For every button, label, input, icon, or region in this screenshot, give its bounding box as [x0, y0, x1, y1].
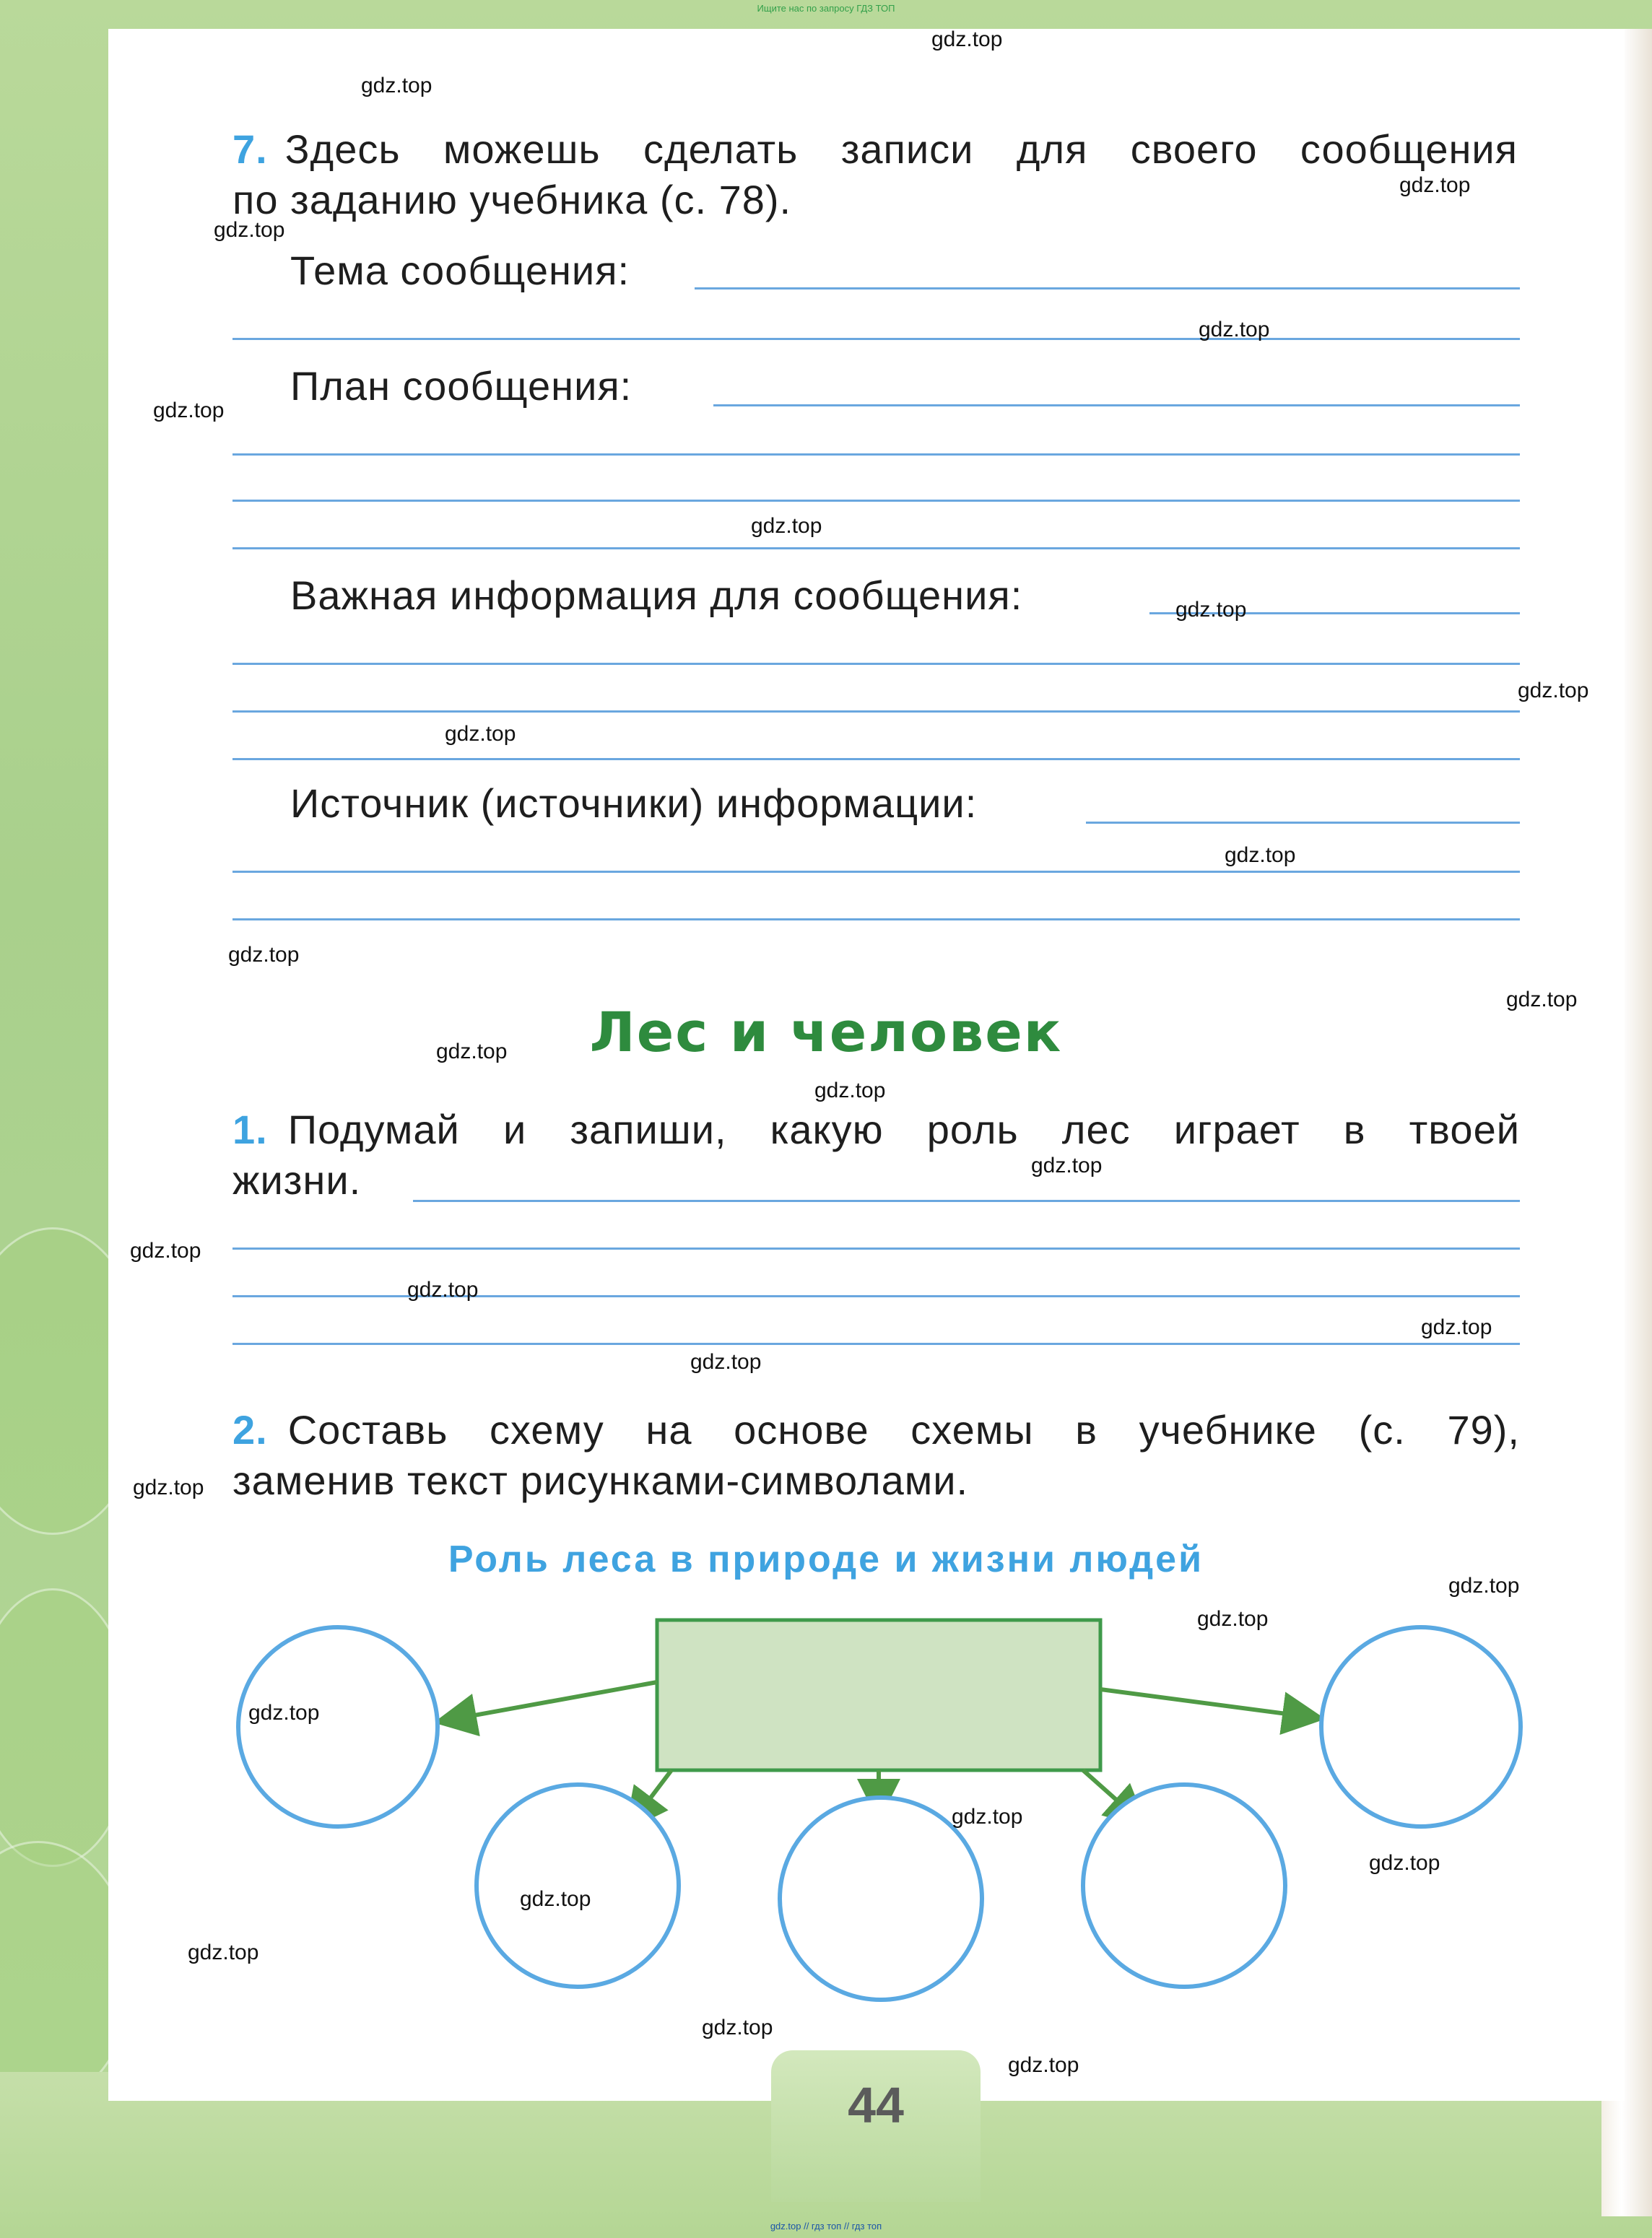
field-label-plan: План сообщения: — [290, 363, 632, 409]
watermark: gdz.top — [1518, 679, 1589, 702]
scheme-arrow — [1100, 1689, 1308, 1717]
watermark: gdz.top — [1031, 1154, 1103, 1177]
central-box[interactable] — [657, 1620, 1100, 1770]
task-text-line: Здесь можешь сделать записи для своего сообщения — [284, 126, 1518, 172]
watermark: gdz.top — [1506, 988, 1578, 1011]
section-title: Лес и человек — [589, 1000, 1063, 1064]
watermark: gdz.top — [445, 722, 516, 746]
task-number: 2. — [232, 1407, 268, 1453]
scheme-title: Роль леса в природе и жизни людей — [448, 1538, 1204, 1580]
watermark: gdz.top — [1369, 1851, 1440, 1875]
watermark: gdz.top — [751, 514, 822, 538]
watermark: gdz.top — [814, 1079, 886, 1102]
watermark: gdz.top — [407, 1278, 479, 1302]
watermark: gdz.top — [1399, 173, 1471, 197]
task-text-line: Составь схему на основе схемы в учебнике (с. 79), — [287, 1407, 1520, 1453]
watermark: gdz.top — [130, 1239, 201, 1263]
field-label-sources: Источник (источники) информации: — [290, 780, 978, 826]
watermark: gdz.top — [188, 1941, 259, 1964]
watermark: gdz.top — [153, 399, 225, 422]
watermark: gdz.top — [931, 27, 1003, 51]
footer-watermark: gdz.top // гдз топ // гдз топ — [770, 2221, 882, 2232]
watermark: gdz.top — [1197, 1607, 1269, 1631]
watermark: gdz.top — [952, 1805, 1023, 1829]
field-label-topic: Тема сообщения: — [290, 248, 630, 293]
watermark: gdz.top — [1448, 1574, 1520, 1598]
page-number: 44 — [848, 2077, 904, 2133]
header-watermark: Ищите нас по запросу ГДЗ ТОП — [757, 3, 895, 14]
watermark: gdz.top — [1175, 598, 1247, 622]
watermark: gdz.top — [520, 1887, 591, 1911]
task-text-line: Подумай и запиши, какую роль лес играет в твоей — [287, 1107, 1520, 1152]
watermark: gdz.top — [1421, 1315, 1492, 1339]
watermark: gdz.top — [1199, 318, 1270, 341]
scheme-circle[interactable] — [238, 1627, 438, 1826]
task-text-line: жизни. — [232, 1157, 362, 1203]
field-label-important-info: Важная информация для сообщения: — [290, 572, 1023, 618]
task-number: 1. — [232, 1107, 268, 1152]
watermark: gdz.top — [436, 1040, 508, 1063]
scheme-circle[interactable] — [1321, 1627, 1521, 1826]
watermark: gdz.top — [133, 1476, 204, 1499]
scheme-arrow — [451, 1682, 657, 1720]
watermark: gdz.top — [214, 218, 285, 242]
watermark: gdz.top — [361, 74, 432, 97]
watermark: gdz.top — [248, 1701, 320, 1725]
task-text-line: по заданию учебника (с. 78). — [232, 177, 792, 222]
watermark: gdz.top — [228, 943, 300, 967]
task-text-line: заменив текст рисунками-символами. — [232, 1458, 969, 1503]
watermark: gdz.top — [702, 2016, 773, 2039]
scheme-circle[interactable] — [1083, 1785, 1285, 1987]
scheme-circle[interactable] — [477, 1785, 679, 1987]
watermark: gdz.top — [690, 1350, 762, 1374]
task-number: 7. — [232, 126, 268, 172]
watermark: gdz.top — [1008, 2053, 1079, 2077]
watermark: gdz.top — [1225, 843, 1296, 867]
